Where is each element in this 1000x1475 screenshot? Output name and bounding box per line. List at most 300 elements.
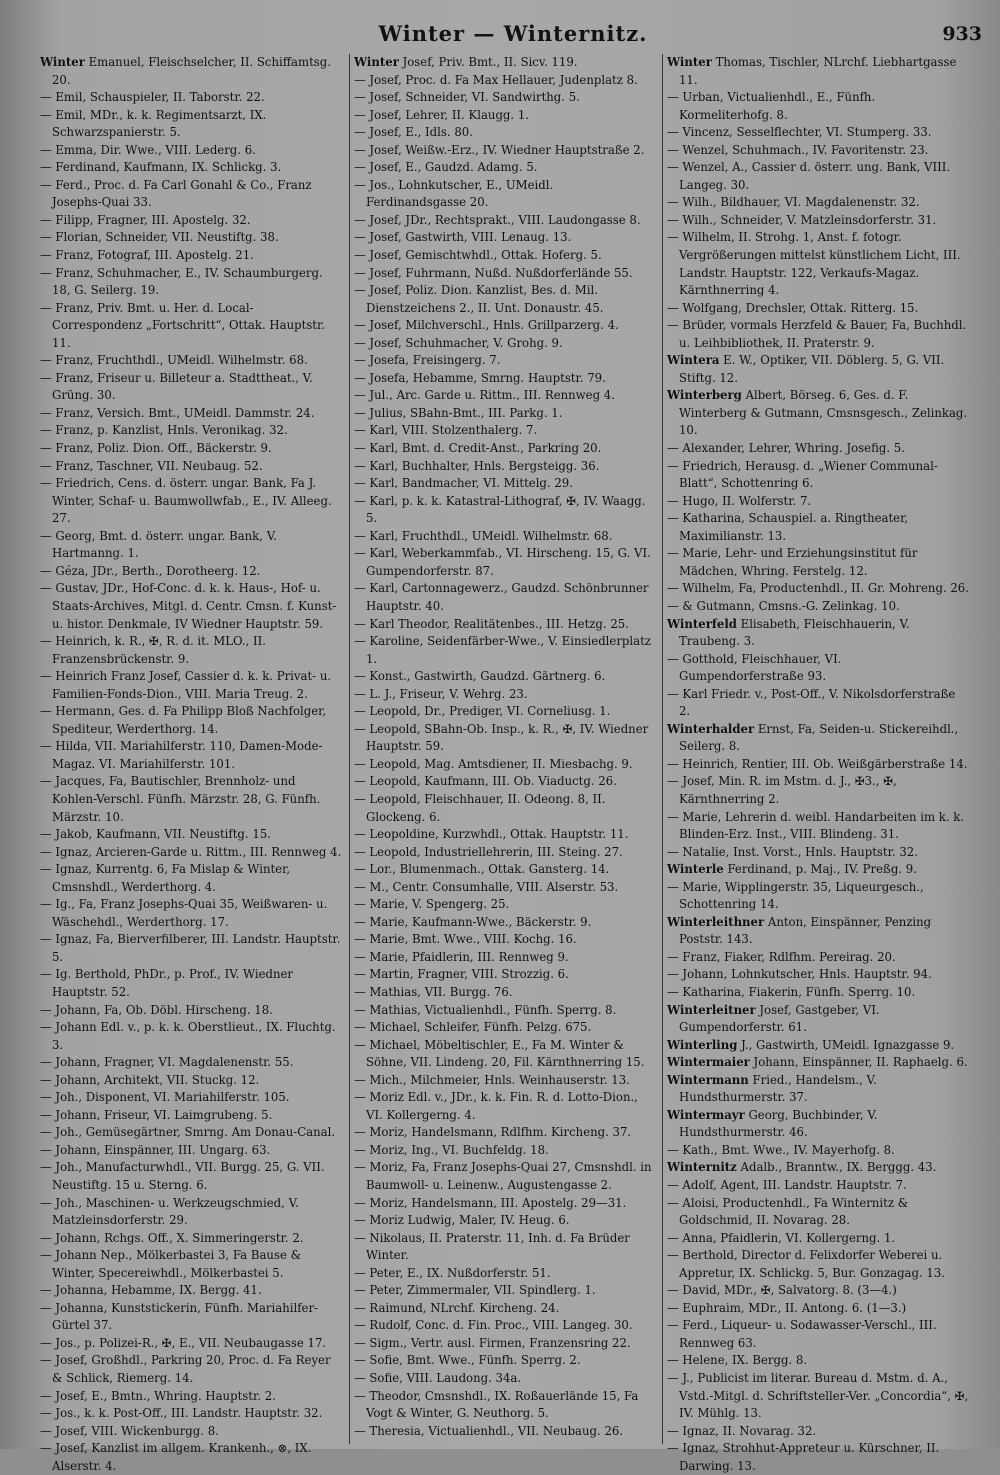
directory-entry — [40, 773, 343, 826]
directory-entry — [40, 1142, 343, 1160]
entry-text: — Urban, Victualienhdl., E., Fünfh. Kormeliterhofg. 8. — [667, 90, 876, 122]
directory-entry — [667, 1423, 969, 1441]
directory-entry — [40, 861, 343, 896]
entry-text: — Johann, Fragner, VI. Magdalenenstr. 55. — [40, 1055, 294, 1070]
directory-entry — [667, 212, 969, 230]
directory-entry — [40, 159, 343, 177]
directory-entry — [40, 89, 343, 107]
directory-entry — [40, 1440, 343, 1475]
entry-text: — Marie, Kaufmann-Wwe., Bäckerstr. 9. — [354, 914, 592, 929]
directory-entry — [667, 1142, 969, 1160]
entry-text: — Heinrich Franz Josef, Cassier d. k. k. Privat- u. Familien-Fonds-Dion., VIII. Maria Treug. 2. — [40, 669, 332, 701]
entry-text: — Josef, Großhdl., Parkring 20, Proc. d. Fa Reyer & Schlick, Riemerg. 14. — [40, 1353, 331, 1386]
directory-entry — [354, 72, 656, 90]
entry-text: Josef, Priv. Bmt., II. Sicv. 119. — [402, 55, 578, 69]
directory-entry — [40, 1054, 343, 1072]
entry-text: — Josef, Min. R. im Mstm. d. J., ✠3., ✠, Kärnthnerring 2. — [667, 774, 897, 806]
entry-text: — Géza, JDr., Berth., Dorotheerg. 12. — [40, 563, 261, 578]
directory-entry — [354, 475, 656, 493]
directory-entry — [667, 300, 969, 318]
directory-entry — [667, 510, 969, 545]
directory-entry — [354, 1265, 656, 1283]
directory-entry — [40, 826, 343, 844]
directory-entry — [667, 1247, 969, 1282]
entry-text: — Georg, Bmt. d. österr. ungar. Bank, V. Hartmanng. 1. — [40, 528, 277, 561]
entry-text: Georg, Buchbinder, V. Hundsthurmerstr. 46. — [679, 1107, 878, 1140]
directory-entry — [354, 124, 656, 142]
entry-text: — Franz, Fotograf, III. Apostelg. 21. — [40, 248, 254, 263]
entry-text: — Ig. Berthold, PhDr., p. Prof., IV. Wiedner Hauptstr. 52. — [40, 967, 294, 999]
entry-text: — Marie, Lehr- und Erziehungsinstitut für Mädchen, Whring. Ferstelg. 12. — [667, 546, 918, 578]
directory-entry — [354, 879, 656, 897]
entry-text: E. W., Optiker, VII. Döblerg. 5, G. VII. Stiftg. 12. — [679, 353, 945, 385]
entry-text: — Emil, Schauspieler, II. Taborstr. 22. — [40, 90, 265, 105]
directory-entry — [354, 1230, 656, 1265]
directory-entry — [40, 1124, 343, 1142]
entry-text: — Marie, Wipplingerstr. 35, Liqueurgesch., Schottenring 14. — [667, 879, 924, 912]
entry-text: — Michael, Schleifer, Fünfh. Pelzg. 675. — [354, 1020, 592, 1035]
directory-entry — [354, 1019, 656, 1037]
entry-text: — Alexander, Lehrer, Whring. Josefig. 5. — [667, 441, 905, 456]
entry-text: — Leopold, Fleischhauer, II. Odeong. 8, II. Glockeng. 6. — [354, 791, 606, 824]
entry-text: — Josef, E., Idls. 80. — [354, 125, 473, 140]
directory-entry — [354, 229, 656, 247]
entry-text: — Julius, SBahn-Bmt., III. Parkg. 1. — [354, 405, 563, 420]
entry-text: — Karoline, Seidenfärber-Wwe., V. Einsiedlerplatz 1. — [354, 634, 651, 666]
directory-entry — [667, 159, 969, 194]
directory-entry — [354, 212, 656, 230]
entry-text: — Theresia, Victualienhdl., VII. Neubaug. 26. — [354, 1423, 624, 1438]
page-number: 933 — [942, 23, 982, 45]
directory-entry — [667, 458, 969, 493]
entry-text: — Johann, Architekt, VII. Stuckg. 12. — [40, 1072, 260, 1087]
entry-text: — Moriz, Ing., VI. Buchfeldg. 18. — [354, 1142, 549, 1157]
entry-text: — Heinrich, k. R., ✠, R. d. it. MLO., II. Franzensbrückenstr. 9. — [40, 634, 267, 666]
entry-text: — Franz, p. Kanzlist, Hnls. Veronikag. 32. — [40, 423, 288, 438]
directory-entry — [667, 545, 969, 580]
directory-entry — [354, 616, 656, 634]
directory-entry — [40, 142, 343, 160]
directory-entry — [354, 1335, 656, 1353]
directory-entry — [667, 809, 969, 844]
entry-text: — Brüder, vormals Herzfeld & Bauer, Fa, Buchhdl. u. Leihbibliothek, II. Praterstr. 9. — [667, 318, 967, 350]
directory-entry — [667, 1352, 969, 1370]
directory-entry — [354, 1212, 656, 1230]
directory-entry — [667, 493, 969, 511]
directory-entry — [354, 493, 656, 528]
entry-text: — Johann, Rchgs. Off., X. Simmeringerstr. 2. — [40, 1230, 304, 1245]
entry-text: — Wenzel, A., Cassier d. österr. ung. Bank, VIII. Langeg. 30. — [667, 160, 951, 192]
directory-entry — [667, 598, 969, 616]
directory-entry — [354, 896, 656, 914]
entry-text: — Sofie, VIII. Laudong. 34a. — [354, 1371, 522, 1386]
entry-text: Josef, Gastgeber, VI. Gumpendorferstr. 61. — [679, 1002, 880, 1035]
directory-entry — [354, 89, 656, 107]
directory-entry — [667, 773, 969, 808]
directory-entry — [667, 914, 969, 949]
directory-entry — [354, 107, 656, 125]
entry-text: — Ignaz, Kurrentg. 6, Fa Mislap & Winter, Cmsnshdl., Werderthorg. 4. — [40, 862, 291, 894]
entry-text: — Johann, Lohnkutscher, Hnls. Hauptstr. 94. — [667, 967, 932, 982]
entry-text: — Josef, Schneider, VI. Sandwirthg. 5. — [354, 90, 580, 105]
entry-surname: Winter — [667, 55, 712, 69]
entry-text: — Wilhelm, II. Strohg. 1, Anst. f. fotogr. Vergrößerungen mittelst künstlichem Licht, III. Landstr. Hauptstr. 122, Verkaufs-Magaz. Kärnthnerring 4. — [667, 230, 961, 298]
directory-entry — [40, 212, 343, 230]
directory-entry — [354, 844, 656, 862]
directory-entry — [667, 440, 969, 458]
entry-text: — Mathias, VII. Burgg. 76. — [354, 984, 513, 999]
directory-entry — [354, 826, 656, 844]
entry-text: — Karl, p. k. k. Katastral-Lithograf, ✠, IV. Waagg. 5. — [354, 493, 646, 526]
entry-text: Thomas, Tischler, NLrchf. Liebhartgasse 11. — [679, 55, 957, 87]
entry-text: — Gotthold, Fleischhauer, VI. Gumpendorferstraße 93. — [667, 651, 842, 684]
entry-text: — L. J., Friseur, V. Wehrg. 23. — [354, 686, 528, 701]
entry-surname: Wintermaier — [667, 1055, 750, 1070]
directory-entry — [667, 721, 969, 756]
directory-entry — [354, 1282, 656, 1300]
column-1 — [36, 54, 349, 1473]
entry-text: — Hugo, II. Wolferstr. 7. — [667, 493, 812, 508]
directory-entry — [40, 54, 343, 89]
entry-text: — Franz, Taschner, VII. Neubaug. 52. — [40, 458, 263, 473]
directory-entry — [667, 1230, 969, 1248]
entry-text: — Euphraim, MDr., II. Antong. 6. (1—3.) — [667, 1300, 907, 1315]
entry-text: — Peter, Zimmermaler, VII. Spindlerg. 1. — [354, 1283, 596, 1298]
directory-entry — [354, 1388, 656, 1423]
directory-entry — [40, 1230, 343, 1248]
entry-text: — Karl Friedr. v., Post-Off., V. Nikolsdorferstraße 2. — [667, 686, 956, 719]
entry-text: — Marie, Lehrerin d. weibl. Handarbeiten im k. k. Blinden-Erz. Inst., VIII. Blindeng. 31. — [667, 809, 965, 842]
directory-entry — [667, 1440, 969, 1475]
entry-text: — Johanna, Hebamme, IX. Bergg. 41. — [40, 1283, 262, 1298]
entry-text: — Joh., Manufacturwhdl., VII. Burgg. 25, G. VII. Neustiftg. 15 u. Sterng. 6. — [40, 1160, 325, 1192]
directory-entry — [354, 405, 656, 423]
directory-entry — [667, 1195, 969, 1230]
directory-entry — [40, 1159, 343, 1194]
entry-text: — Franz, Schuhmacher, E., IV. Schaumburgerg. 18, G. Seilerg. 19. — [40, 265, 323, 298]
entry-text: — Karl, Cartonnagewerz., Gaudzd. Schönbrunner Hauptstr. 40. — [354, 581, 649, 613]
directory-entry — [354, 177, 656, 212]
directory-entry — [354, 387, 656, 405]
entry-text: Anton, Einspänner, Penzing Poststr. 143. — [679, 914, 932, 947]
directory-entry — [354, 1037, 656, 1072]
entry-text: — Joh., Disponent, VI. Mariahilferstr. 105. — [40, 1090, 290, 1105]
directory-entry — [354, 265, 656, 283]
entry-text: Ernst, Fa, Seiden-u. Stickereihdl., Seilerg. 8. — [679, 721, 959, 754]
entry-text: — Helene, IX. Bergg. 8. — [667, 1353, 808, 1368]
directory-entry — [667, 984, 969, 1002]
entry-text: — Josef, Gemischtwhdl., Ottak. Hoferg. 5. — [354, 248, 602, 263]
entry-text: — Marie, Pfaidlerin, III. Rennweg 9. — [354, 949, 569, 964]
entry-text: — Karl, VIII. Stolzenthalerg. 7. — [354, 423, 538, 438]
entry-text: — Raimund, NLrchf. Kircheng. 24. — [354, 1300, 560, 1315]
entry-text: — Wenzel, Schuhmach., IV. Favoritenstr. 23. — [667, 142, 929, 157]
directory-entry — [354, 1124, 656, 1142]
directory-entry — [667, 1282, 969, 1300]
directory-entry — [354, 668, 656, 686]
entry-text: — Moriz, Handelsmann, III. Apostelg. 29—31. — [354, 1195, 627, 1210]
directory-entry — [40, 703, 343, 738]
entry-surname: Wintermayr — [667, 1107, 745, 1122]
directory-entry — [354, 317, 656, 335]
directory-entry — [40, 107, 343, 142]
entry-text: — Natalie, Inst. Vorst., Hnls. Hauptstr. 32. — [667, 844, 918, 859]
entry-text: — Josef, E., Gaudzd. Adamg. 5. — [354, 160, 538, 175]
entry-text: — Rudolf, Conc. d. Fin. Proc., VIII. Langeg. 30. — [354, 1318, 633, 1333]
entry-text: — Theodor, Cmsnshdl., IX. Roßauerlände 15, Fa Vogt & Winter, G. Neuthorg. 5. — [354, 1388, 639, 1421]
directory-entry — [354, 1317, 656, 1335]
entry-text: — Hermann, Ges. d. Fa Philipp Bloß Nachfolger, Spediteur, Werderthorg. 14. — [40, 704, 327, 736]
entry-text: — Josef, Poliz. Dion. Kanzlist, Bes. d. Mil. Dienstzeichens 2., II. Unt. Donaustr. 45. — [354, 283, 604, 315]
entry-text: — Adolf, Agent, III. Landstr. Hauptstr. 7. — [667, 1178, 907, 1192]
directory-entry — [40, 738, 343, 773]
directory-entry — [667, 1159, 969, 1177]
entry-text: — Joh., Gemüsegärtner, Smrng. Am Donau-Canal. — [40, 1125, 336, 1140]
entry-surname: Winterhalder — [667, 721, 755, 736]
directory-entry — [40, 177, 343, 212]
directory-entry — [354, 1002, 656, 1020]
entry-text: — Josef, E., Bmtn., Whring. Hauptstr. 2. — [40, 1388, 276, 1403]
entry-surname: Winterfeld — [667, 616, 737, 631]
entry-text: — Leopold, Dr., Prediger, VI. Corneliusg. 1. — [354, 704, 611, 719]
directory-entry — [40, 580, 343, 633]
directory-entry — [667, 387, 969, 440]
entry-text: — Jos., Lohnkutscher, E., UMeidl. Ferdinandsgasse 20. — [354, 177, 554, 210]
directory-entry — [354, 1352, 656, 1370]
directory-entry — [354, 686, 656, 704]
directory-entry — [40, 896, 343, 931]
directory-entry — [667, 616, 969, 651]
directory-entry — [667, 1317, 969, 1352]
entry-text: J., Gastwirth, UMeidl. Ignazgasse 9. — [741, 1037, 955, 1052]
directory-entry — [667, 949, 969, 967]
entry-text: — Katharina, Fiakerin, Fünfh. Sperrg. 10. — [667, 984, 916, 999]
directory-entry — [40, 440, 343, 458]
directory-entry — [40, 966, 343, 1001]
directory-entry — [667, 879, 969, 914]
directory-entry — [354, 773, 656, 791]
directory-entry — [354, 142, 656, 160]
entry-text: — Karl, Weberkammfab., VI. Hirscheng. 15, G. VI. Gumpendorferstr. 87. — [354, 546, 651, 578]
directory-entry — [667, 1107, 969, 1142]
directory-entry — [40, 633, 343, 668]
directory-entry — [667, 1072, 969, 1107]
directory-entry — [667, 142, 969, 160]
directory-entry — [667, 89, 969, 124]
running-title: Winter — Winternitz. — [378, 21, 648, 46]
directory-entry — [354, 1370, 656, 1388]
directory-entry — [354, 458, 656, 476]
entry-text: — Leopold, SBahn-Ob. Insp., k. R., ✠, IV. Wiedner Hauptstr. 59. — [354, 721, 649, 754]
entry-text: — Mathias, Victualienhdl., Fünfh. Sperrg. 8. — [354, 1002, 617, 1017]
directory-entry — [354, 791, 656, 826]
directory-entry — [354, 1072, 656, 1090]
directory-entry — [40, 1405, 343, 1423]
entry-surname: Winterleithner — [667, 914, 765, 929]
entry-text: — Karl, Bmt. d. Credit-Anst., Parkring 20. — [354, 441, 602, 456]
directory-entry — [354, 370, 656, 388]
directory-entry — [667, 124, 969, 142]
directory-entry — [354, 422, 656, 440]
directory-entry — [40, 1423, 343, 1441]
directory-entry — [40, 1072, 343, 1090]
directory-entry — [40, 1282, 343, 1300]
entry-text: — Heinrich, Rentier, III. Ob. Weißgärberstraße 14. — [667, 756, 968, 771]
entry-text: — Karl, Fruchthdl., UMeidl. Wilhelmstr. 68. — [354, 528, 613, 543]
directory-entry — [40, 1335, 343, 1353]
directory-entry — [40, 1002, 343, 1020]
entry-text: — Wilh., Bildhauer, VI. Magdalenenstr. 32. — [667, 195, 920, 210]
directory-entry — [667, 1002, 969, 1037]
entry-surname: Winterling — [667, 1037, 738, 1052]
directory-entry — [354, 756, 656, 774]
entry-text: — Wilhelm, Fa, Productenhdl., II. Gr. Mohreng. 26. — [667, 581, 969, 596]
directory-entry — [40, 1388, 343, 1406]
directory-entry — [354, 335, 656, 353]
entry-text: — Anna, Pfaidlerin, VI. Kollergerng. 1. — [667, 1230, 896, 1245]
entry-text: Adalb., Branntw., IX. Berggg. 43. — [740, 1160, 937, 1175]
entry-text: — Johann Edl. v., p. k. k. Oberstlieut., IX. Fluchtg. 3. — [40, 1020, 336, 1052]
directory-entry — [40, 844, 343, 862]
directory-entry — [354, 580, 656, 615]
entry-text: — Josef, Lehrer, II. Klaugg. 1. — [354, 107, 529, 122]
entry-surname: Winter — [354, 55, 399, 69]
directory-entry — [40, 1089, 343, 1107]
entry-text: — Franz, Friseur u. Billeteur a. Stadttheat., V. Grüng. 30. — [40, 370, 313, 403]
entry-text: — Franz, Versich. Bmt., UMeidl. Dammstr. 24. — [40, 405, 315, 420]
directory-entry — [40, 1195, 343, 1230]
entry-text: — Kath., Bmt. Wwe., IV. Mayerhofg. 8. — [667, 1142, 895, 1157]
entry-text: — Franz, Priv. Bmt. u. Her. d. Local-Correspondenz „Fortschritt“, Ottak. Hauptstr. 11. — [40, 300, 325, 350]
entry-text: — Johanna, Kunststickerin, Fünfh. Mariahilfer-Gürtel 37. — [40, 1300, 319, 1333]
directory-entry — [354, 1423, 656, 1441]
entry-text: — Martin, Fragner, VIII. Strozzig. 6. — [354, 967, 569, 982]
entry-text: — & Gutmann, Cmsns.-G. Zelinkag. 10. — [667, 598, 900, 613]
directory-entry — [667, 1054, 969, 1072]
directory-entry — [354, 721, 656, 756]
entry-text: — Jacques, Fa, Bautischler, Brennholz- und Kohlen-Verschl. Fünfh. Märzstr. 28, G. Fünfh. Märzstr. 10. — [40, 774, 321, 824]
entry-text: — Johann, Friseur, VI. Laimgrubeng. 5. — [40, 1107, 273, 1122]
page-header — [36, 14, 990, 54]
entry-text: — Vincenz, Sesselflechter, VI. Stumperg. 33. — [667, 125, 932, 140]
entry-text: — Josef, Fuhrmann, Nußd. Nußdorferlände 55. — [354, 265, 633, 280]
directory-entry — [667, 651, 969, 686]
entry-text: Albert, Börseg. 6, Ges. d. F. Winterberg & Gutmann, Cmsnsgesch., Zelinkag. 10. — [679, 388, 968, 438]
entry-text: — Josef, Schuhmacher, V. Grohg. 9. — [354, 335, 563, 350]
directory-entry — [667, 317, 969, 352]
entry-text: — Karl Theodor, Realitätenbes., III. Hetzg. 25. — [354, 616, 629, 631]
entry-text: Elisabeth, Fleischhauerin, V. Traubeng. 3. — [679, 616, 910, 649]
entry-text: Johann, Einspänner, II. Raphaelg. 6. — [753, 1055, 968, 1070]
entry-text: — Karl, Buchhalter, Hnls. Bergsteigg. 36. — [354, 458, 600, 473]
column-3 — [662, 54, 975, 1473]
entry-text: — Leopold, Kaufmann, III. Ob. Viaductg. 26. — [354, 774, 617, 789]
entry-text: — Leopoldine, Kurzwhdl., Ottak. Hauptstr. 11. — [354, 827, 629, 842]
directory-entry — [667, 194, 969, 212]
entry-text: — Franz, Fiaker, Rdlfhm. Pereirag. 20. — [667, 949, 896, 964]
entry-text: — Lor., Blumenmach., Ottak. Gansterg. 14. — [354, 862, 610, 877]
entry-text: — Katharina, Schauspiel. a. Ringtheater, Maximilianstr. 13. — [667, 511, 909, 543]
entry-text: — Ignaz, Strohhut-Appreteur u. Kürschner, II. Darwing. 13. — [667, 1441, 940, 1473]
entry-text: — Karl, Bandmacher, VI. Mittelg. 29. — [354, 476, 573, 491]
entry-surname: Winterberg — [667, 388, 742, 403]
entry-text: — Marie, Bmt. Wwe., VIII. Kochg. 16. — [354, 932, 577, 947]
entry-text: — Aloisi, Productenhdl., Fa Winternitz & Goldschmid, II. Novarag. 28. — [667, 1195, 909, 1228]
entry-text: Emanuel, Fleischselcher, II. Schiffamtsg. 20. — [52, 55, 331, 87]
entry-text: — Florian, Schneider, VII. Neustiftg. 38. — [40, 230, 279, 245]
entry-text: — Ferd., Proc. d. Fa Carl Gonahl & Co., Franz Josephs-Quai 33. — [40, 177, 312, 210]
directory-entry — [667, 1037, 969, 1055]
directory-entry — [40, 405, 343, 423]
directory-entry — [354, 247, 656, 265]
entry-text: — Jos., k. k. Post-Off., III. Landstr. Hauptstr. 32. — [40, 1406, 323, 1421]
entry-surname: Winternitz — [667, 1160, 737, 1175]
entry-text: — Sofie, Bmt. Wwe., Fünfh. Sperrg. 2. — [354, 1353, 581, 1368]
entry-text: — Leopold, Industriellehrerin, III. Steing. 27. — [354, 844, 623, 859]
entry-text: — Ferd., Liqueur- u. Sodawasser-Verschl., III. Rennweg 63. — [667, 1318, 937, 1350]
entry-text: — Berthold, Director d. Felixdorfer Weberei u. Appretur, IX. Schlickg. 5, Bur. Gonzagag. 13. — [667, 1248, 946, 1280]
directory-entry — [40, 931, 343, 966]
entry-text: — Franz, Fruchthdl., UMeidl. Wilhelmstr. 68. — [40, 353, 308, 368]
directory-entry — [40, 422, 343, 440]
entry-text: Ferdinand, p. Maj., IV. Preßg. 9. — [727, 862, 917, 877]
directory-entry — [354, 633, 656, 668]
entry-text: — Emil, MDr., k. k. Regimentsarzt, IX. Schwarzspanierstr. 5. — [40, 107, 267, 140]
entry-text: — Ignaz, Fa, Bierverfilberer, III. Landstr. Hauptstr. 5. — [40, 932, 341, 964]
entry-text: — Ignaz, Arcieren-Garde u. Rittm., III. Rennweg 4. — [40, 844, 342, 859]
directory-entry — [40, 352, 343, 370]
directory-entry — [40, 1247, 343, 1282]
entry-text: — Moriz Edl. v., JDr., k. k. Fin. R. d. Lotto-Dion., VI. Kollergerng. 4. — [354, 1090, 638, 1122]
directory-entry — [354, 1195, 656, 1213]
entry-text: — Moriz, Fa, Franz Josephs-Quai 27, Cmsnshdl. in Baumwoll- u. Leinenw., Augustengasse 2. — [354, 1160, 652, 1192]
entry-text: — Filipp, Fragner, III. Apostelg. 32. — [40, 212, 251, 227]
entry-text: — Josef, JDr., Rechtsprakt., VIII. Laudongasse 8. — [354, 212, 641, 227]
directory-entry — [667, 861, 969, 879]
directory-entry — [40, 247, 343, 265]
entry-text: — Jul., Arc. Garde u. Rittm., III. Rennweg 4. — [354, 388, 615, 403]
directory-entry — [354, 528, 656, 546]
directory-entry — [40, 475, 343, 528]
entry-text: — Franz, Poliz. Dion. Off., Bäckerstr. 9. — [40, 441, 272, 456]
directory-entry — [40, 528, 343, 563]
directory-entry — [354, 282, 656, 317]
entry-text: — Sigm., Vertr. ausl. Firmen, Franzensring 22. — [354, 1335, 631, 1350]
entry-text: — Johann, Fa, Ob. Döbl. Hirscheng. 18. — [40, 1002, 273, 1017]
directory-entry — [667, 844, 969, 862]
directory-entry — [667, 54, 969, 89]
entry-surname: Wintera — [667, 353, 720, 368]
directory-entry — [354, 54, 656, 72]
entry-text: — Josefa, Hebamme, Smrng. Hauptstr. 79. — [354, 370, 606, 385]
entry-text: — Marie, V. Spengerg. 25. — [354, 897, 510, 912]
entry-text: — David, MDr., ✠, Salvatorg. 8. (3—4.) — [667, 1283, 897, 1298]
directory-entry — [667, 756, 969, 774]
entry-text: — Jos., p. Polizei-R., ✠, E., VII. Neubaugasse 17. — [40, 1335, 327, 1350]
entry-text: — Peter, E., IX. Nußdorferstr. 51. — [354, 1265, 551, 1280]
directory-entry — [354, 440, 656, 458]
entry-text: — J., Publicist im literar. Bureau d. Mstm. d. A., Vstd.-Mitgl. d. Schriftsteller-Ver. „Concordia“, ✠, IV. Mühlg. 13. — [667, 1371, 969, 1421]
entry-text: — Jakob, Kaufmann, VII. Neustiftg. 15. — [40, 827, 271, 842]
entry-text: — Johann Nep., Mölkerbastei 3, Fa Bause & Winter, Specereiwhdl., Mölkerbastei 5. — [40, 1248, 301, 1280]
entry-text: — Gustav, JDr., Hof-Conc. d. k. k. Haus-, Hof- u. Staats-Archives, Mitgl. d. Centr. Cmsn. f. Kunst- u. histor. Denkmale, IV Wiedner Hauptstr. 59. — [40, 581, 337, 631]
entry-text: — Josef, VIII. Wickenburgg. 8. — [40, 1423, 219, 1438]
directory-entry — [354, 352, 656, 370]
entry-text: — Josef, Kanzlist im allgem. Krankenh., ⊗, IX. Alserstr. 4. — [40, 1441, 312, 1473]
directory-entry — [667, 1300, 969, 1318]
entry-text: — Ig., Fa, Franz Josephs-Quai 35, Weißwaren- u. Wäschehdl., Werderthorg. 17. — [40, 897, 328, 929]
entry-text: — Leopold, Mag. Amtsdiener, II. Miesbachg. 9. — [354, 756, 633, 771]
